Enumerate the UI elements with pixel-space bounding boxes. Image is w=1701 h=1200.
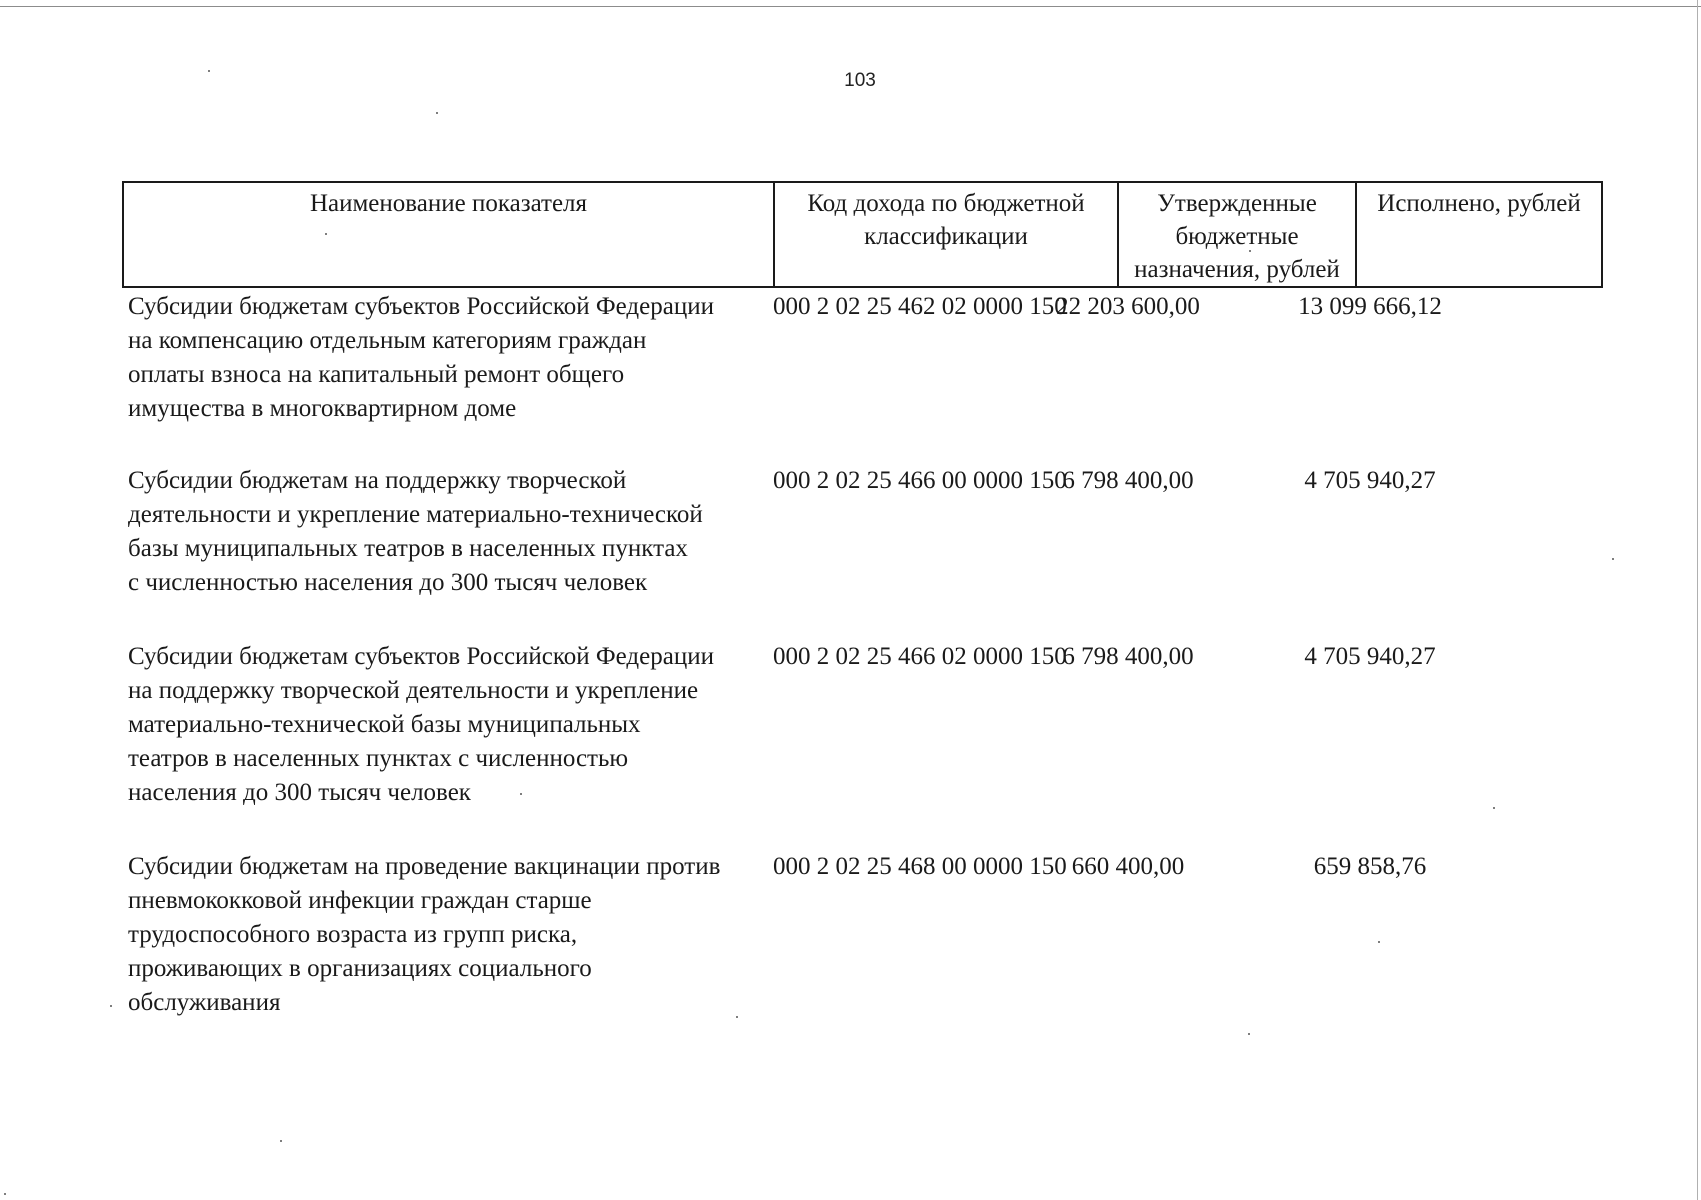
header-name: Наименование показателя — [123, 182, 774, 287]
row-code: 000 2 02 25 466 02 0000 150 — [773, 643, 1067, 670]
table-row — [122, 464, 1601, 640]
scan-speck — [208, 70, 210, 72]
row-executed: 659 858,76 — [1313, 853, 1427, 880]
row-approved: 6 798 400,00 — [1062, 467, 1194, 494]
scan-speck — [1378, 941, 1380, 943]
header-approved: Утвержденные бюджетные назначения, рублей — [1118, 182, 1356, 287]
header-executed: Исполнено, рублей — [1356, 182, 1602, 287]
row-approved: 6 798 400,00 — [1062, 643, 1194, 670]
scan-speck — [1249, 250, 1251, 252]
scan-speck — [520, 793, 522, 795]
row-name: Субсидии бюджетам субъектов Российской Федерации на поддержку творческой деятельности и укрепление материально-технической базы муниципальных театров в населенных пунктах с численностью населения до 300 тысяч человек — [128, 643, 714, 806]
scan-speck — [325, 233, 327, 235]
table-header — [122, 181, 1603, 288]
row-executed: 4 705 940,27 — [1304, 467, 1436, 494]
scan-speck — [110, 1005, 112, 1007]
scan-speck — [280, 1140, 282, 1142]
row-code: 000 2 02 25 468 00 0000 150 — [773, 853, 1067, 880]
scan-speck — [4, 1193, 6, 1195]
row-executed: 4 705 940,27 — [1304, 643, 1436, 670]
table-row — [122, 290, 1601, 464]
scan-speck — [1493, 807, 1495, 809]
table-body — [122, 290, 1601, 1030]
scan-speck — [436, 112, 438, 114]
scan-right-edge — [1697, 0, 1698, 1200]
row-approved: 660 400,00 — [1071, 853, 1185, 880]
table-row — [122, 850, 1601, 1030]
row-code: 000 2 02 25 466 00 0000 150 — [773, 467, 1067, 494]
scan-speck — [1612, 558, 1614, 560]
row-name: Субсидии бюджетам на поддержку творческой деятельности и укрепление материально-технической базы муниципальных театров в населенных пунктах с численностью населения до 300 тысяч человек — [128, 467, 703, 596]
row-executed: 13 099 666,12 — [1298, 293, 1442, 320]
row-code: 000 2 02 25 462 02 0000 150 — [773, 293, 1067, 320]
table-row — [122, 640, 1601, 850]
scan-top-edge — [0, 6, 1701, 7]
scan-speck — [1248, 1033, 1250, 1035]
scan-speck — [736, 1016, 738, 1018]
row-name: Субсидии бюджетам субъектов Российской Федерации на компенсацию отдельным категориям граждан оплаты взноса на капитальный ремонт общего имущества в многоквартирном доме — [128, 293, 714, 422]
page-number: 103 — [844, 70, 876, 91]
row-approved: 22 203 600,00 — [1056, 293, 1200, 320]
row-name: Субсидии бюджетам на проведение вакцинации против пневмококковой инфекции граждан старше трудоспособного возраста из групп риска, проживающих в организациях социального обслуживания — [128, 853, 721, 1016]
header-code: Код дохода по бюджетной классификации — [774, 182, 1118, 287]
